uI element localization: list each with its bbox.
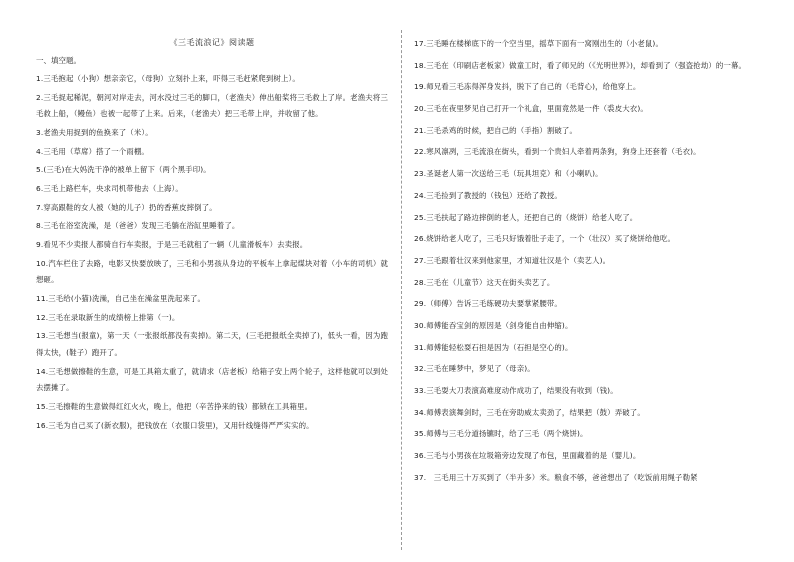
section-heading: 一、填空题。 [36,56,81,65]
question-20: 20.三毛在夜里梦见自己打开一个礼盒，里面竟然是一件（裘皮大衣)。 [414,104,648,114]
question-35: 35.师傅与三毛分道扬镳时，给了三毛（两个烧饼)。 [414,429,588,439]
question-32: 32.三毛在睡梦中，梦见了（母亲)。 [414,364,535,374]
question-22: 22.寒风凛冽，三毛流浪在街头，看到一个贵妇人牵着两条狗，狗身上还套着（毛衣)。 [414,147,701,157]
question-31: 31.师傅能轻松耍石担是因为（石担是空心的)。 [414,342,573,352]
question-33: 33.三毛耍大刀表演高难度动作成功了，结果没有收到（钱)。 [414,386,618,395]
question-29: 29.（师傅）告诉三毛练硬功夫要掌紧腰带。 [414,299,562,309]
right-column [414,36,768,491]
question-34: 34.师傅表演舞剑时，三毛在旁助威太卖劲了，结果把（鼓）弄破了。 [414,407,645,417]
question-14: 14.三毛想做擦鞋的生意，可是工具箱太重了，就请求（店老板）给箱子安上两个轮子，这样他就可以到处去摆摊了。 [36,366,388,393]
question-1: 1.三毛抱起（小狗）想亲亲它，（母狗）立刻扑上来，吓得三毛赶紧爬到树上）。 [36,74,300,83]
question-36: 36.三毛与小男孩在垃圾箱旁边发现了布包，里面藏着的是（婴儿)。 [414,451,641,461]
question-4: 4.三毛用（草席）搭了一个雨棚。 [36,146,149,156]
question-24: 24.三毛捡到了教授的（钱包）还给了教授。 [414,190,562,200]
question-13: 13.三毛想当(报童)，第一天（一张报纸都没有卖掉)。第二天，(三毛把报纸全卖掉了)，低头一看，因为跑得太快，(鞋子）跑开了。 [36,331,388,358]
question-8: 8.三毛在浴室洗澡，是（爸爸）发现三毛躺在浴缸里睡着了。 [36,221,240,231]
question-23: 23.圣诞老人第一次送给三毛（玩具坦克）和（小喇叭)。 [414,169,603,179]
question-6: 6.三毛上路栏车，央求司机带他去（上海）。 [36,184,183,194]
question-15: 15.三毛擦鞋的生意做得红红火火，晚上，他把（辛苦挣来的钱）都锁在工具箱里。 [36,402,313,411]
question-37: 37. 三毛用三十万买到了（半升多）米。粮食不够，爸爸想出了（吃饭前用绳子勒紧 [414,472,698,482]
column-divider [401,30,402,550]
page-title: 《三毛流浪记》阅读题 [169,38,255,47]
question-7: 7.穿高跟鞋的女人被（她的儿子）扔的香蕉皮摔倒了。 [36,202,217,212]
question-17: 17.三毛睡在楼梯底下的一个空当里，摇草下面有一窝刚出生的（小老鼠)。 [414,39,663,48]
question-18: 18.三毛在（印刷店老板家）做童工时，看了师兄的（《光明世界》)，却看到了（强盗抢劫）的一幕。 [414,60,747,70]
left-column [36,36,388,436]
question-11: 11.三毛给(小猫)洗澡，自己坐在澡盆里洗起来了。 [36,294,206,304]
question-26: 26.烧饼给老人吃了，三毛只好饿着肚子走了，一个（壮汉）买了烧饼给他吃。 [414,234,676,244]
question-12: 12.三毛在录取新生的成绩榜上排第（一)。 [36,312,180,322]
question-25: 25.三毛扶起了路边摔倒的老人，还把自己的（烧饼）给老人吃了。 [414,212,638,222]
question-10: 10.汽车栏住了去路，电影又快要放映了，三毛和小男孩从身边的平板车上拿起煤块对着（小车的司机）就想砸。 [36,258,388,285]
question-2: 2.三毛捉起稀泥，朝河对岸走去，河水没过三毛的脚口，（老渔夫）伸出船桨将三毛救上了岸。老渔夫将三毛救上船，（鳗鱼）也被一起带了上来。后来，（老渔夫）把三毛带上岸，并收留了他。 [36,92,388,119]
question-30: 30.师傅能吞宝剑的原因是（剑身能自由伸缩)。 [414,320,573,330]
question-21: 21.三毛杀鸡的时候，把自己的（手指）割破了。 [414,125,578,135]
question-5: 5.(三毛)在大妈洗干净的被单上留下（两个黑手印)。 [36,165,211,175]
question-16: 16.三毛为自己买了(新衣服)，把钱放在（衣服口袋里)，又用针线缝得严严实实的。 [36,420,314,430]
question-9: 9.看见不少卖报人都骑自行车卖报，于是三毛就租了一辆（儿童滑板车）去卖报。 [36,240,308,250]
question-19: 19.师兄看三毛冻得浑身发抖，脱下了自己的（毛背心)，给他穿上。 [414,82,641,92]
question-27: 27.三毛跟着壮汉来到他家里，才知道壮汉是个（卖艺人)。 [414,255,611,265]
question-3: 3.老渔夫用捉到的鱼换来了（米）。 [36,127,153,137]
question-28: 28.三毛在（儿童节）这天在街头卖艺了。 [414,277,555,287]
